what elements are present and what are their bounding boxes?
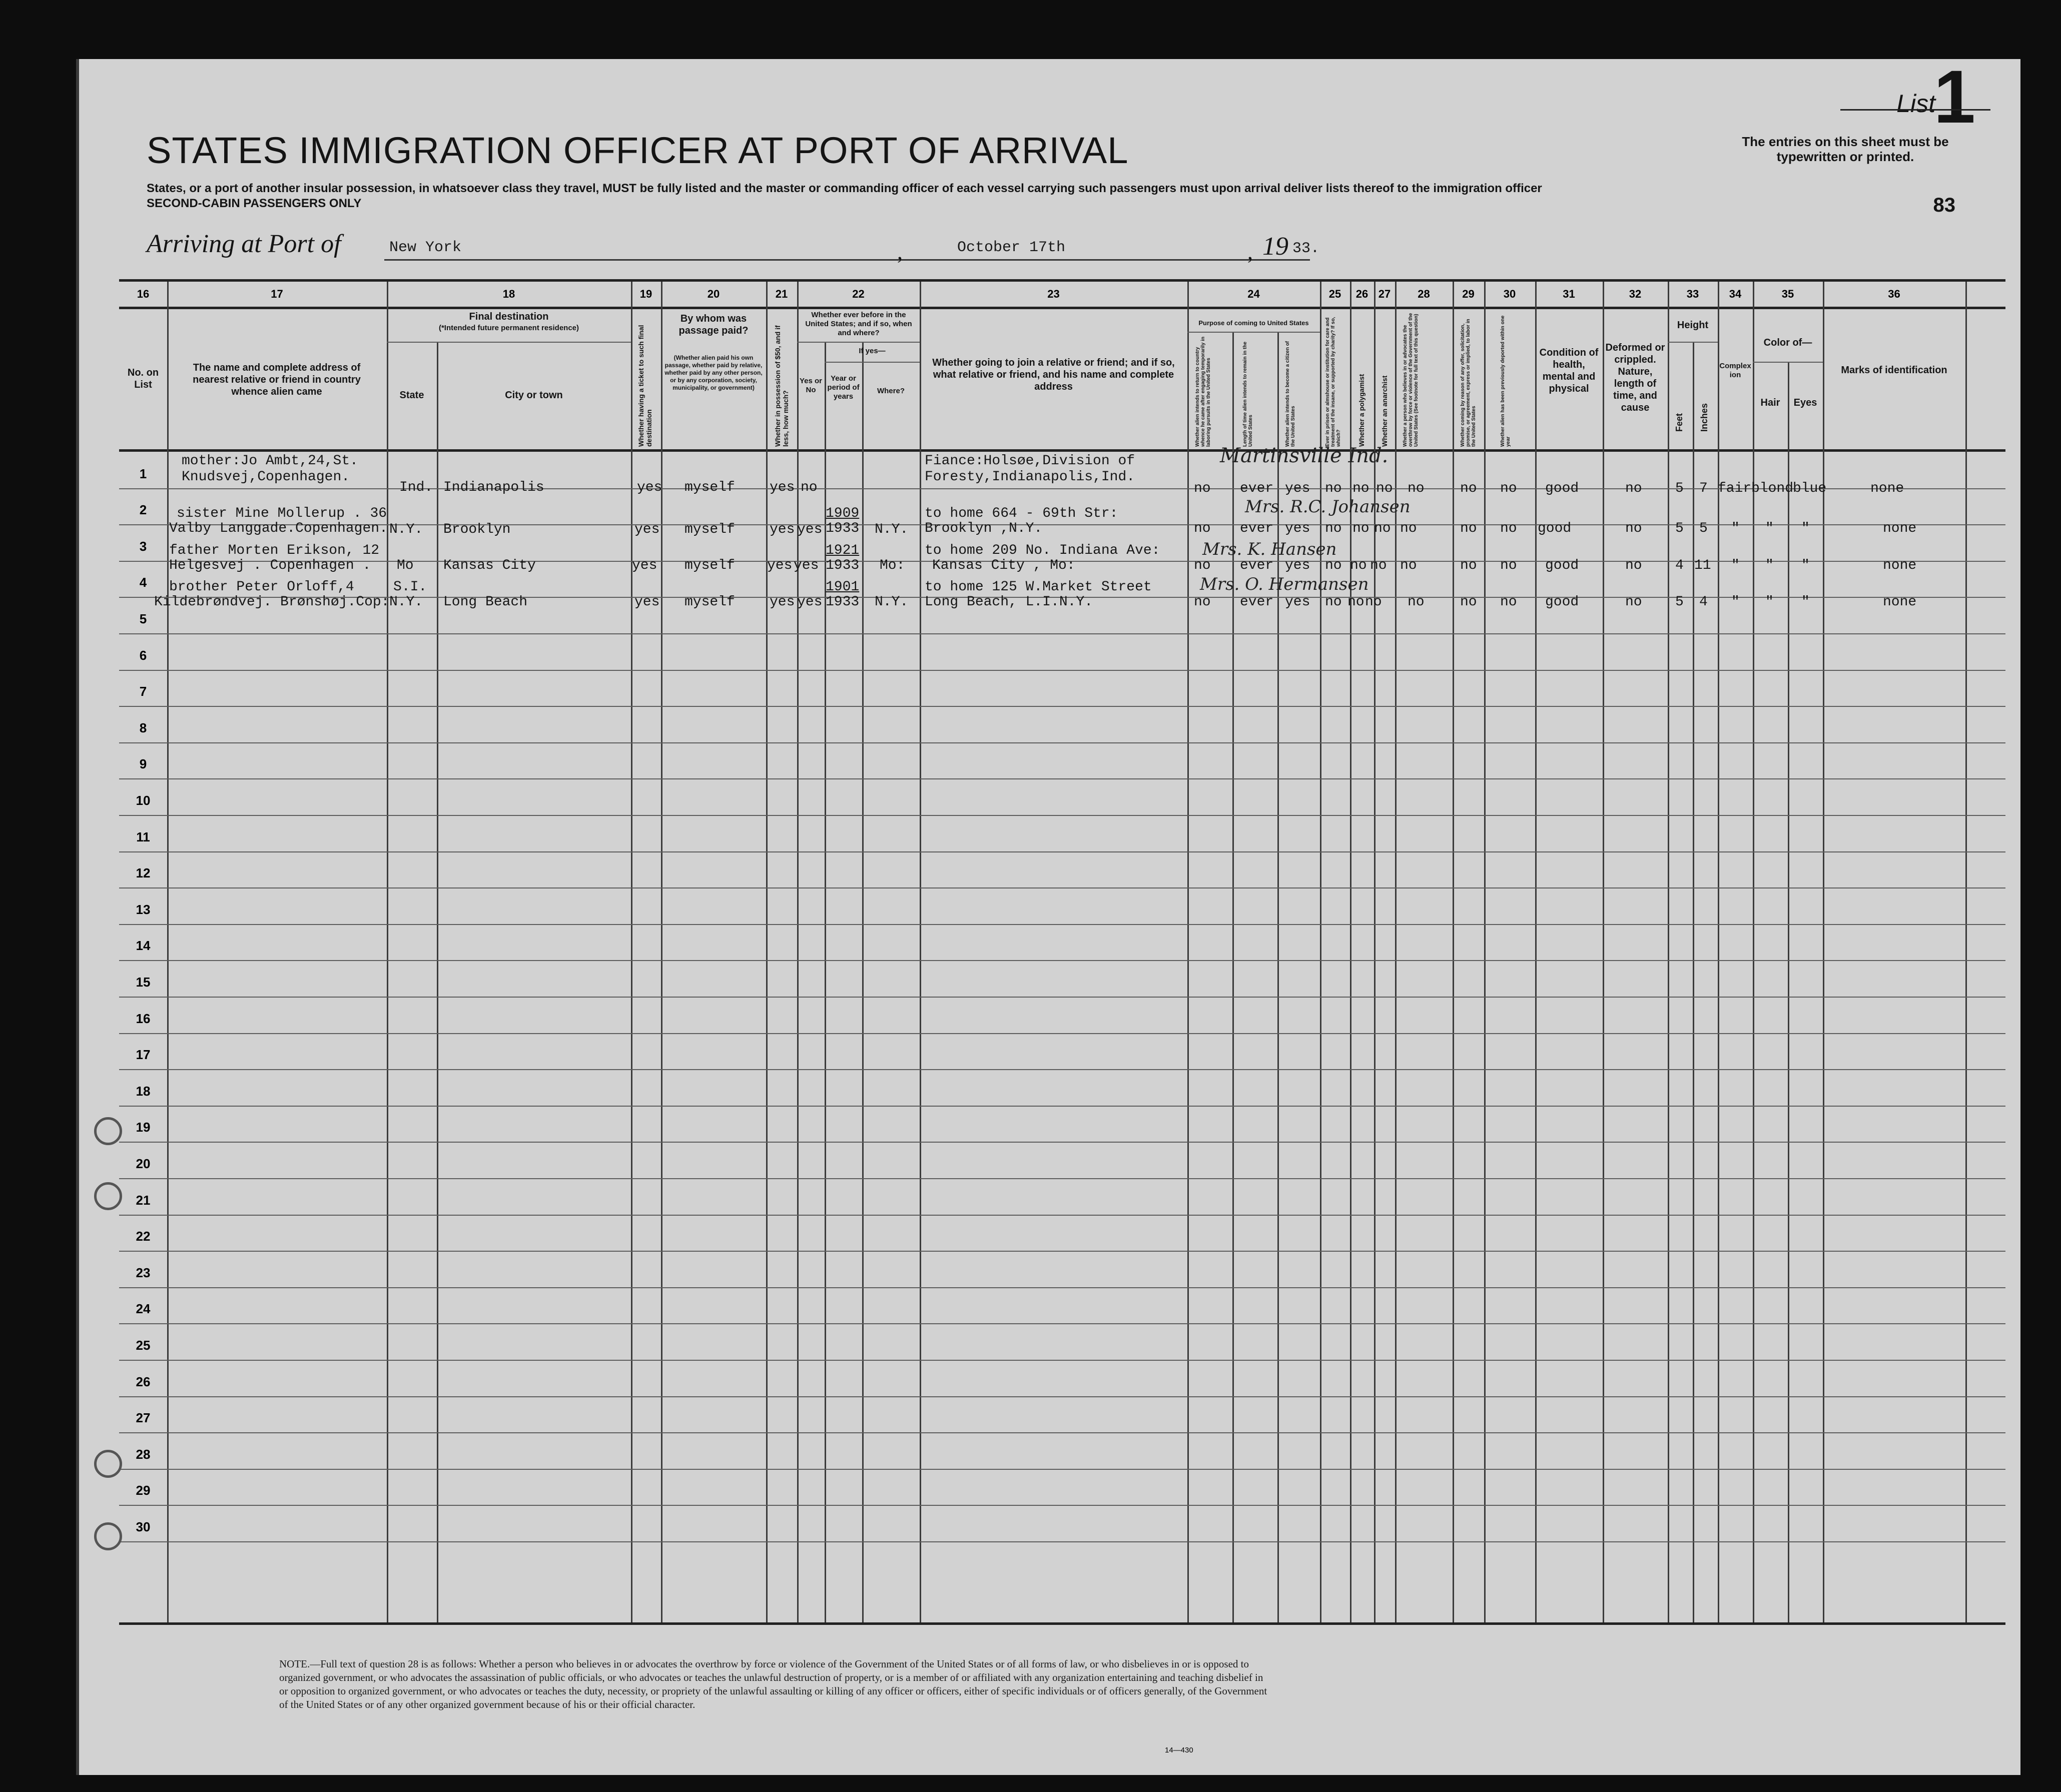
header-bottom — [119, 449, 2005, 452]
join-line-2: Long Beach, L.I.N.Y. — [925, 594, 1093, 610]
entry-deported: no — [1500, 558, 1517, 573]
row-number: 13 — [136, 902, 151, 917]
row-number: 14 — [136, 938, 151, 954]
entry-year-first: 1901 — [826, 579, 860, 595]
col-line — [1484, 282, 1486, 1622]
header-purpose-c: Whether alien intends to become a citizen of the United States — [1285, 341, 1296, 447]
row-number: 23 — [136, 1265, 151, 1280]
entry-ticket: yes — [637, 480, 662, 495]
entry-inches: 11 — [1694, 558, 1711, 573]
header-purpose: Purpose of coming to United States — [1198, 319, 1309, 327]
entry-length: ever — [1240, 558, 1274, 573]
header-final-destination: Final destination — [469, 311, 549, 322]
entry-return: no — [1194, 481, 1211, 496]
entry-return: no — [1194, 521, 1211, 536]
row-line — [119, 1251, 2005, 1252]
entry-deformed: no — [1625, 558, 1642, 573]
header-yes-no: Yes or No — [799, 377, 823, 394]
header-passage-note: (Whether alien paid his own passage, whether paid by relative, whether paid by any other person, or by any corporation, society, municipality, or government) — [664, 354, 763, 391]
header-eyes: Eyes — [1793, 397, 1817, 408]
entry-where: N.Y. — [875, 594, 909, 610]
col-line — [167, 282, 169, 1622]
entry-polygamist: no — [1350, 558, 1367, 573]
row-line — [119, 851, 2005, 852]
entry-citizen: yes — [1285, 521, 1310, 536]
entry-deported: no — [1500, 481, 1517, 496]
year-suffix: 33. — [1292, 240, 1320, 257]
entry-ticket: yes — [634, 594, 660, 610]
col-number: 20 — [707, 288, 720, 300]
entry-hair: " — [1765, 594, 1774, 610]
col-line — [797, 282, 799, 1622]
col-number: 36 — [1888, 288, 1900, 300]
relative-line-1: sister Mine Mollerup . 36 — [177, 506, 387, 521]
header-where: Where? — [877, 387, 905, 395]
entry-contract: no — [1460, 521, 1477, 536]
col-line — [1395, 282, 1397, 1622]
row-number: 8 — [139, 720, 147, 735]
row-line — [119, 1178, 2005, 1179]
header-purpose-a: Whether alien intends to return to country whence he came after engaging temporarily in laboring pursuits in the United States — [1195, 336, 1211, 447]
entry-deported: no — [1500, 521, 1517, 536]
entry-inches: 7 — [1699, 481, 1708, 496]
entry-overthrow: no — [1408, 594, 1425, 610]
col-number: 31 — [1563, 288, 1575, 300]
entry-health: good — [1545, 481, 1579, 496]
row-number: 9 — [139, 756, 147, 772]
entry-state-line-1: S.I. — [393, 579, 427, 595]
comma: , — [1247, 240, 1253, 264]
header-polygamist: Whether a polygamist — [1357, 374, 1365, 447]
header-subline — [1668, 342, 1718, 343]
row-number: 5 — [139, 611, 147, 626]
row-number: 26 — [136, 1374, 151, 1389]
row-number: 28 — [136, 1446, 151, 1462]
entry-money: yes — [770, 522, 795, 537]
entry-year-last: 1933 — [826, 521, 860, 536]
entry-city: Indianapolis — [443, 480, 544, 495]
header-subline — [1753, 362, 1823, 363]
entry-hair: " — [1765, 558, 1774, 573]
entry-complexion: fair — [1718, 481, 1752, 496]
entry-money: yes — [770, 594, 795, 610]
entry-prison: no — [1325, 558, 1342, 573]
relative-line-1: mother:Jo Ambt,24,St. — [182, 453, 358, 469]
list-underline — [1840, 109, 1990, 111]
handwritten-annotation: Mrs. R.C. Johansen — [1245, 497, 1411, 517]
row-number: 25 — [136, 1338, 151, 1353]
entry-before: no — [801, 480, 818, 495]
col-line — [437, 342, 438, 1622]
header-state: State — [399, 390, 424, 401]
entry-anarchist: no — [1365, 594, 1382, 610]
entry-contract: no — [1460, 481, 1477, 496]
row-line — [119, 997, 2005, 998]
col-number: 16 — [137, 288, 150, 300]
entry-length: ever — [1240, 481, 1274, 496]
form-instructions: States, or a port of another insular possession, in whatsoever class they travel, MUST be fully listed and the master or commanding officer of each vessel carrying such passengers must upon arrival deliver lists thereof to the immigration officer — [147, 182, 1542, 195]
header-feet: Feet — [1674, 413, 1684, 432]
join-line-1: to home 125 W.Market Street — [925, 579, 1152, 595]
entry-citizen: yes — [1285, 594, 1310, 610]
header-ticket: Whether having a ticket to such final destination — [637, 325, 653, 447]
entry-state: Mo — [397, 558, 414, 573]
row-line — [119, 1069, 2005, 1070]
header-complexion: Complexion — [1719, 362, 1751, 379]
entry-where: Mo: — [880, 558, 905, 573]
row-number: 20 — [136, 1156, 151, 1171]
col-number: 19 — [639, 288, 652, 300]
row-line — [119, 1541, 2005, 1542]
entry-feet: 5 — [1675, 594, 1684, 610]
punch-hole — [94, 1117, 122, 1145]
col-number: 33 — [1686, 288, 1699, 300]
handwritten-annotation: Mrs. K. Hansen — [1202, 539, 1337, 559]
entry-marks: none — [1870, 481, 1904, 496]
entry-polygamist: no — [1347, 594, 1364, 610]
entry-paid-by: myself — [684, 522, 735, 537]
entry-return: no — [1194, 594, 1211, 610]
col-line — [862, 342, 864, 1622]
col-number: 29 — [1462, 288, 1475, 300]
entry-paid-by: myself — [684, 480, 735, 495]
relative-line-2: Kildebrøndvej. Brønshøj.Cop: — [154, 594, 390, 610]
entry-hair: " — [1765, 521, 1774, 536]
entry-contract: no — [1460, 594, 1477, 610]
col-line — [1320, 282, 1321, 1622]
entry-deformed: no — [1625, 521, 1642, 536]
row-line — [119, 1432, 2005, 1433]
entry-ticket: yes — [634, 522, 660, 537]
col-number: 18 — [502, 288, 515, 300]
entry-polygamist: no — [1352, 521, 1369, 536]
row-line — [119, 1469, 2005, 1470]
entry-deformed: no — [1625, 481, 1642, 496]
row-number: 21 — [136, 1192, 151, 1208]
col-line — [1965, 282, 1967, 1622]
header-color-of: Color of— — [1763, 337, 1812, 348]
punch-hole — [94, 1182, 122, 1210]
header-subline — [825, 362, 920, 363]
col-number: 25 — [1328, 288, 1341, 300]
col-number: 30 — [1503, 288, 1516, 300]
header-subline — [387, 342, 631, 343]
entry-health: good — [1545, 594, 1579, 610]
row-number: 15 — [136, 975, 151, 990]
handwritten-annotation: Martinsville Ind. — [1220, 444, 1389, 467]
header-joining: Whether going to join a relative or friend; and if so, what relative or friend, and his name and complete address — [932, 357, 1175, 392]
header-city: City or town — [505, 390, 563, 401]
form-number: 14—430 — [1165, 1746, 1193, 1754]
col-line — [1693, 342, 1694, 1622]
row-number: 2 — [139, 502, 147, 518]
entry-prison: no — [1325, 594, 1342, 610]
row-number: 24 — [136, 1301, 151, 1317]
col-line — [920, 282, 921, 1622]
entry-state: N.Y. — [389, 594, 423, 610]
header-divider — [119, 307, 2005, 309]
entry-hair: blond — [1751, 481, 1794, 496]
entry-marks: none — [1883, 594, 1917, 610]
punch-hole — [94, 1522, 122, 1550]
col-number: 22 — [852, 288, 865, 300]
row-line — [119, 633, 2005, 634]
date-line — [950, 259, 1310, 261]
row-number: 17 — [136, 1047, 151, 1063]
entry-health: good — [1538, 521, 1572, 536]
header-inches: Inches — [1699, 403, 1709, 432]
entry-anarchist: no — [1376, 481, 1393, 496]
row-line — [119, 815, 2005, 816]
relative-line-1: father Morten Erikson, 12 — [169, 543, 380, 558]
entry-feet: 5 — [1675, 521, 1684, 536]
header-passage-paid: By whom was passage paid? — [678, 313, 749, 336]
row-line — [119, 960, 2005, 961]
col-number: 32 — [1629, 288, 1642, 300]
list-number: 1 — [1933, 55, 1975, 139]
row-number: 12 — [136, 865, 151, 881]
col-number: 27 — [1378, 288, 1391, 300]
col-line — [1603, 282, 1604, 1622]
port-value: New York — [389, 239, 462, 256]
entry-state: Ind. — [399, 480, 433, 495]
header-final-destination-note: (*Intended future permanent residence) — [438, 324, 579, 332]
header-before-us: Whether ever before in the United States; and if so, when and where? — [805, 311, 912, 337]
row-line — [119, 1505, 2005, 1506]
entry-ticket: yes — [632, 558, 657, 573]
entry-city: Kansas City — [443, 558, 536, 573]
col-line — [1668, 282, 1669, 1622]
header-relative: The name and complete address of nearest relative or friend in country whence alien came — [193, 362, 361, 397]
join-line-1: to home 664 - 69th Str: — [925, 506, 1118, 521]
entry-prison: no — [1325, 521, 1342, 536]
entry-citizen: yes — [1285, 481, 1310, 496]
row-line — [119, 1033, 2005, 1034]
entry-before: yes — [797, 594, 823, 610]
col-line — [1374, 282, 1376, 1622]
entry-city: Brooklyn — [443, 522, 511, 537]
row-number: 1 — [139, 466, 147, 481]
entry-money: yes — [770, 480, 795, 495]
row-line — [119, 1142, 2005, 1143]
col-number: 24 — [1247, 288, 1260, 300]
year-prefix: 19 — [1262, 232, 1288, 261]
entry-before: yes — [794, 558, 819, 573]
form-heading: STATES IMMIGRATION OFFICER AT PORT OF ARRIVAL — [147, 130, 1129, 171]
footnote: NOTE.—Full text of question 28 is as follows: Whether a person who believes in or advocates the overthrow by force or violence of the Government of the United States or of all forms of law, or who disbelieves in or is opposed to organized government, or who advocates the assassination of public officials, or who advocates or teaches the unlawful destruction of property, or is a member of or affiliated with any organization entertaining and teaching disbelief in or opposition to organized government, or who advocates or teaches the duty, necessity, or propriety of the unlawful assaulting or killing of any officer or officers, either of specific individuals or of officers generally, of the Government of the United States or of any other organized government because of his or their official character. — [279, 1658, 1267, 1710]
row-line — [119, 670, 2005, 671]
header-purpose-b: Length of time alien intends to remain in the United States — [1242, 341, 1253, 447]
entry-deformed: no — [1625, 594, 1642, 610]
entry-complexion: " — [1731, 558, 1740, 573]
entry-overthrow: no — [1400, 558, 1417, 573]
col-number: 17 — [271, 288, 283, 300]
header-money: Whether in possession of $50, and if less, how much? — [774, 325, 790, 447]
col-line — [1453, 282, 1454, 1622]
entry-where: N.Y. — [875, 522, 909, 537]
relative-line-2: Knudsvej,Copenhagen. — [182, 469, 350, 485]
entry-year-last: 1933 — [826, 558, 860, 573]
col-line — [631, 282, 632, 1622]
row-line — [119, 887, 2005, 888]
join-line-1: Fiance:Holsøe,Division of — [925, 453, 1135, 469]
join-line-1: to home 209 No. Indiana Ave: — [925, 543, 1160, 558]
entry-inches: 4 — [1699, 594, 1708, 610]
row-number: 29 — [136, 1483, 151, 1498]
col-line — [387, 282, 388, 1622]
entry-eyes: " — [1801, 521, 1810, 536]
col-number: 23 — [1047, 288, 1060, 300]
row-number: 22 — [136, 1229, 151, 1244]
manifest-sheet — [76, 55, 2020, 1775]
entry-year-last: 1933 — [826, 594, 860, 610]
row-number: 30 — [136, 1519, 151, 1534]
entry-year-first: 1909 — [826, 506, 860, 521]
entry-year-first: 1921 — [826, 543, 860, 558]
header-prison: Ever in prison or almshouse or institution for care and treatment of the insane, or supported by charity? If so, which? — [1325, 317, 1341, 447]
col-line — [1187, 282, 1189, 1622]
entry-inches: 5 — [1699, 521, 1708, 536]
header-overthrow: Whether a person who believes in or advocates the overthrow by force or violence of the Government of the United States (See footnote for full text of this question) — [1403, 313, 1419, 447]
row-number: 6 — [139, 647, 147, 663]
entry-overthrow: no — [1408, 481, 1425, 496]
manifest-grid — [119, 279, 2005, 1625]
row-number: 18 — [136, 1083, 151, 1099]
entry-paid-by: myself — [684, 594, 735, 610]
header-health: Condition of health, mental and physical — [1539, 347, 1599, 394]
col-number: 35 — [1781, 288, 1794, 300]
entry-eyes: " — [1801, 594, 1810, 610]
col-line — [1535, 282, 1537, 1622]
row-number: 3 — [139, 538, 147, 554]
row-line — [119, 1215, 2005, 1216]
header-hair: Hair — [1760, 397, 1780, 408]
header-deformed: Deformed or crippled. Nature, length of time, and cause — [1605, 342, 1665, 413]
entry-contract: no — [1460, 558, 1477, 573]
header-contract: Whether coming by reason of any offer, solicitation, promise, or agreement, express or implied, to labor in the United States — [1460, 319, 1477, 447]
row-number: 4 — [139, 575, 147, 590]
handwritten-annotation: Mrs. O. Hermansen — [1200, 574, 1369, 594]
entry-return: no — [1194, 558, 1211, 573]
row-line — [119, 778, 2005, 779]
entry-marks: none — [1883, 558, 1917, 573]
entry-city: Long Beach — [443, 594, 528, 610]
entry-anarchist: no — [1370, 558, 1387, 573]
relative-line-2: Valby Langgade.Copenhagen. — [169, 521, 388, 536]
col-line — [1350, 282, 1351, 1622]
col-number: 28 — [1418, 288, 1430, 300]
punch-hole — [94, 1450, 122, 1478]
entry-length: ever — [1240, 521, 1274, 536]
row-number: 10 — [136, 793, 151, 808]
header-if-yes: If yes— — [859, 347, 886, 355]
entry-polygamist: no — [1352, 481, 1369, 496]
row-line — [119, 924, 2005, 925]
col-number: 21 — [775, 288, 788, 300]
entry-marks: none — [1883, 521, 1917, 536]
row-line — [119, 742, 2005, 743]
col-number: 34 — [1729, 288, 1742, 300]
entry-length: ever — [1240, 594, 1274, 610]
entry-complexion: " — [1731, 594, 1740, 610]
entry-anarchist: no — [1374, 521, 1391, 536]
comma: , — [897, 240, 903, 264]
date-value: October 17th — [957, 239, 1066, 256]
entry-deported: no — [1500, 594, 1517, 610]
header-anarchist: Whether an anarchist — [1381, 375, 1389, 447]
sheet-number: 83 — [1933, 194, 1955, 216]
entry-paid-by: myself — [684, 558, 735, 573]
row-line — [119, 1287, 2005, 1288]
row-line — [119, 1106, 2005, 1107]
join-line-2: Kansas City , Mo: — [932, 558, 1075, 573]
row-number: 16 — [136, 1011, 151, 1026]
row-number: 7 — [139, 684, 147, 699]
col-line — [766, 282, 768, 1622]
relative-line-2: Helgesvej . Copenhagen . — [169, 558, 371, 573]
header-no-on-list: No. on List — [127, 367, 159, 390]
row-number: 27 — [136, 1410, 151, 1426]
entry-eyes: blue — [1793, 481, 1827, 496]
relative-line-1: brother Peter Orloff,4 — [169, 579, 354, 595]
join-line-2: Brooklyn ,N.Y. — [925, 521, 1043, 536]
header-height: Height — [1677, 320, 1709, 331]
header-year-period: Year or period of years — [827, 374, 860, 401]
entry-overthrow: no — [1400, 521, 1417, 536]
entry-before: yes — [797, 522, 823, 537]
entry-feet: 4 — [1675, 558, 1684, 573]
entry-prison: no — [1325, 481, 1342, 496]
entry-feet: 5 — [1675, 481, 1684, 496]
row-number: 19 — [136, 1120, 151, 1135]
list-label: List — [1896, 90, 1935, 118]
row-line — [119, 1360, 2005, 1361]
join-line-2: Foresty,Indianapolis,Ind. — [925, 469, 1135, 485]
header-deported: Whether alien has been previously deported within one year — [1500, 315, 1511, 447]
row-line — [119, 1396, 2005, 1397]
typewritten-note: The entries on this sheet must be typewritten or printed. — [1742, 134, 1949, 164]
entry-complexion: " — [1731, 521, 1740, 536]
row-line — [119, 1323, 2005, 1324]
col-number: 26 — [1355, 288, 1368, 300]
entry-health: good — [1545, 558, 1579, 573]
entry-money: yes — [767, 558, 793, 573]
entry-eyes: " — [1801, 558, 1810, 573]
class-label: SECOND-CABIN PASSENGERS ONLY — [147, 197, 362, 210]
port-line — [384, 259, 960, 261]
header-subline — [1187, 332, 1320, 333]
arriving-label: Arriving at Port of — [147, 230, 341, 258]
entry-state: N.Y. — [389, 522, 423, 537]
entry-citizen: yes — [1285, 558, 1310, 573]
row-line — [119, 706, 2005, 707]
header-marks: Marks of identification — [1841, 365, 1947, 376]
row-number: 11 — [136, 829, 150, 844]
header-subline — [797, 342, 920, 343]
